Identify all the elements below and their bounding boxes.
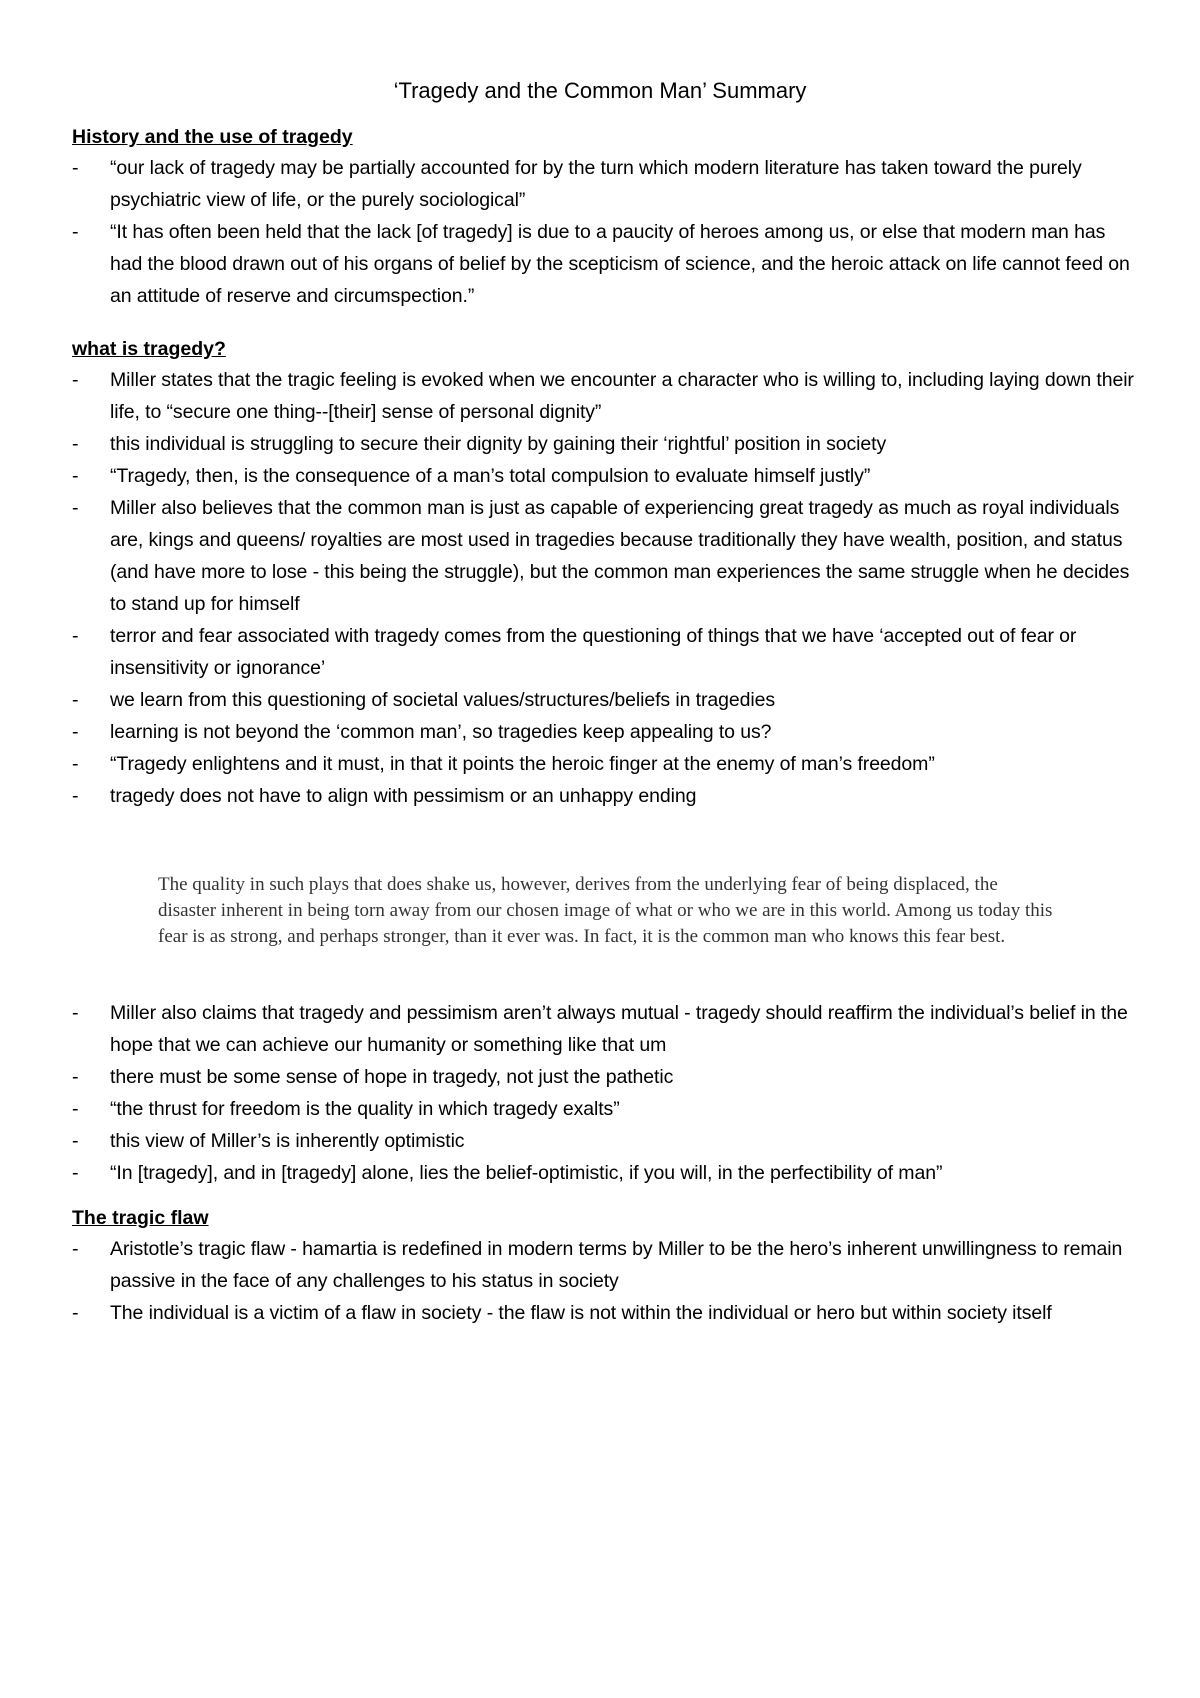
- section-optimism: [72, 997, 1142, 1189]
- list-item-text: Miller states that the tragic feeling is evoked when we encounter a character who is willing to, including laying down their life, to “secure one thing--[their] sense of personal dignity”: [110, 369, 1134, 423]
- list-item: [72, 1233, 1142, 1297]
- list-item: [72, 428, 1142, 460]
- section-history: [72, 124, 1142, 312]
- list-item: [72, 620, 1142, 684]
- bullet-list: [72, 152, 1142, 312]
- list-item-text: this view of Miller’s is inherently optimistic: [110, 1130, 465, 1152]
- bullet-dash: -: [72, 221, 79, 243]
- bullet-dash: -: [72, 753, 79, 775]
- list-item: [72, 460, 1142, 492]
- bullet-list: [72, 997, 1142, 1189]
- bullet-dash: -: [72, 1130, 79, 1152]
- bullet-dash: -: [72, 1238, 79, 1260]
- list-item: [72, 716, 1142, 748]
- block-quote: The quality in such plays that does shake us, however, derives from the underlying fear of being displaced, the disaster inherent in being torn away from our chosen image of what or who we are in this world. Among us today this fear is as strong, and perhaps stronger, than it ever was. In fact, it is the common man who knows this fear best.: [158, 874, 1053, 947]
- list-item-text: “It has often been held that the lack [of tragedy] is due to a paucity of heroes among us, or else that modern man has had the blood drawn out of his organs of belief by the scepticism of science, and the heroic attack on life cannot feed on an attitude of reserve and circumspection.”: [110, 221, 1130, 307]
- bullet-dash: -: [72, 1162, 79, 1184]
- list-item: [72, 152, 1142, 216]
- section-tragic-flaw: [72, 1205, 1142, 1329]
- bullet-dash: -: [72, 625, 79, 647]
- list-item-text: Miller also claims that tragedy and pessimism aren’t always mutual - tragedy should reaffirm the individual’s belief in the hope that we can achieve our humanity or something like that um: [110, 1002, 1128, 1056]
- bullet-dash: -: [72, 369, 79, 391]
- list-item-text: Aristotle’s tragic flaw - hamartia is redefined in modern terms by Miller to be the hero’s inherent unwillingness to remain passive in the face of any challenges to his status in society: [110, 1238, 1123, 1292]
- section-heading: The tragic flaw: [72, 1207, 209, 1229]
- bullet-dash: -: [72, 721, 79, 743]
- bullet-dash: -: [72, 1098, 79, 1120]
- list-item-text: The individual is a victim of a flaw in society - the flaw is not within the individual or hero but within society itself: [110, 1302, 1052, 1324]
- list-item: [72, 1061, 1142, 1093]
- list-item: [72, 684, 1142, 716]
- bullet-dash: -: [72, 1066, 79, 1088]
- list-item-text: “Tragedy, then, is the consequence of a man’s total compulsion to evaluate himself justly”: [110, 465, 871, 487]
- section-what-is-tragedy: [72, 336, 1142, 812]
- list-item: [72, 364, 1142, 428]
- bullet-dash: -: [72, 157, 79, 179]
- list-item-text: “In [tragedy], and in [tragedy] alone, lies the belief-optimistic, if you will, in the perfectibility of man”: [110, 1162, 943, 1184]
- section-heading: History and the use of tragedy: [72, 126, 353, 148]
- list-item-text: tragedy does not have to align with pessimism or an unhappy ending: [110, 785, 697, 807]
- list-item-text: “the thrust for freedom is the quality in which tragedy exalts”: [110, 1098, 620, 1120]
- list-item: [72, 1157, 1142, 1189]
- list-item: [72, 997, 1142, 1061]
- list-item: [72, 1125, 1142, 1157]
- list-item: [72, 492, 1142, 620]
- list-item-text: learning is not beyond the ‘common man’, so tragedies keep appealing to us?: [110, 721, 772, 743]
- list-item-text: “our lack of tragedy may be partially accounted for by the turn which modern literature has taken toward the purely psychiatric view of life, or the purely sociological”: [110, 157, 1082, 211]
- bullet-list: [72, 364, 1142, 812]
- list-item-text: Miller also believes that the common man is just as capable of experiencing great tragedy as much as royal individuals are, kings and queens/ royalties are most used in tragedies because traditionally they have wealth, position, and status (and have more to lose - this being the struggle), but the common man experiences the same struggle when he decides to stand up for himself: [110, 497, 1130, 615]
- section-heading: what is tragedy?: [72, 338, 226, 360]
- list-item: [72, 780, 1142, 812]
- bullet-dash: -: [72, 689, 79, 711]
- bullet-dash: -: [72, 1302, 79, 1324]
- list-item-text: “Tragedy enlightens and it must, in that it points the heroic finger at the enemy of man’s freedom”: [110, 753, 935, 775]
- list-item-text: terror and fear associated with tragedy comes from the questioning of things that we have ‘accepted out of fear or insensitivity or ignorance’: [110, 625, 1077, 679]
- list-item-text: we learn from this questioning of societal values/structures/beliefs in tragedies: [110, 689, 775, 711]
- list-item-text: there must be some sense of hope in tragedy, not just the pathetic: [110, 1066, 674, 1088]
- list-item: [72, 748, 1142, 780]
- list-item: [72, 1297, 1142, 1329]
- bullet-dash: -: [72, 433, 79, 455]
- bullet-dash: -: [72, 497, 79, 519]
- list-item: [72, 1093, 1142, 1125]
- list-item: [72, 216, 1142, 312]
- document-title: ‘Tragedy and the Common Man’ Summary: [393, 78, 807, 103]
- bullet-dash: -: [72, 1002, 79, 1024]
- bullet-dash: -: [72, 465, 79, 487]
- bullet-dash: -: [72, 785, 79, 807]
- list-item-text: this individual is struggling to secure their dignity by gaining their ‘rightful’ position in society: [110, 433, 887, 455]
- bullet-list: [72, 1233, 1142, 1329]
